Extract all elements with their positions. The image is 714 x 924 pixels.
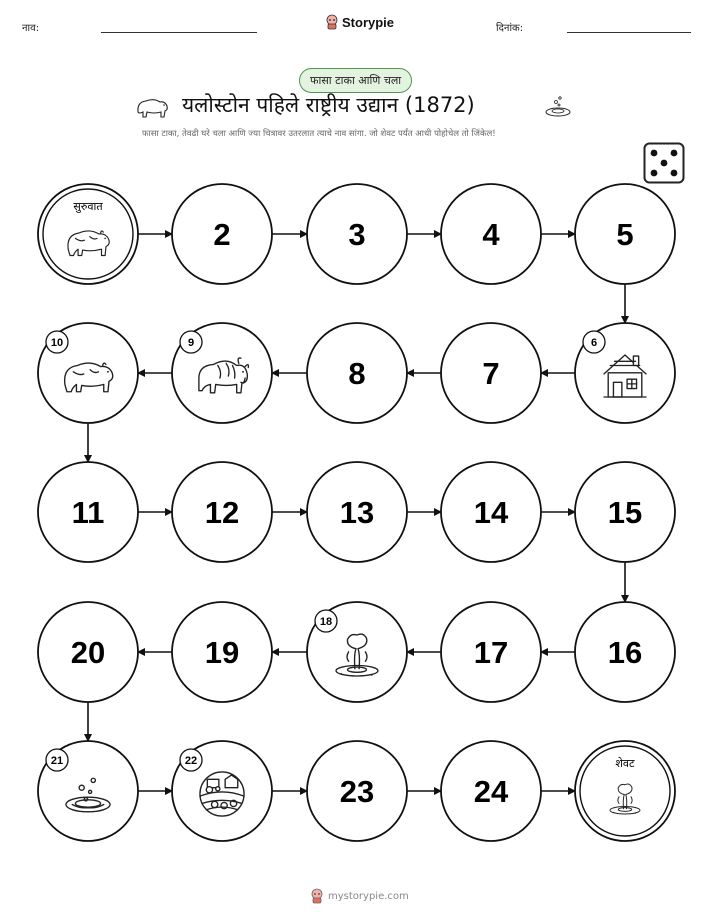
start-label: सुरुवात (73, 200, 103, 213)
board-space-5[interactable] (575, 184, 675, 284)
space-number: 23 (339, 774, 375, 809)
space-number-badge-text: 6 (590, 337, 598, 349)
board-space-12[interactable] (172, 462, 272, 562)
space-number: 15 (607, 495, 643, 530)
space-number: 16 (607, 635, 643, 670)
board-space-24[interactable] (441, 741, 541, 841)
space-number: 4 (482, 217, 500, 252)
board-space-3[interactable] (307, 184, 407, 284)
board-space-14[interactable] (441, 462, 541, 562)
brand-name: Storypie (342, 14, 395, 30)
space-number: 24 (473, 774, 509, 809)
storypie-mascot-icon (310, 888, 324, 904)
board-space-23[interactable] (307, 741, 407, 841)
game-type-badge: फासा टाका आणि चला (299, 68, 412, 93)
board-space-16[interactable] (575, 602, 675, 702)
space-number: 3 (348, 217, 366, 252)
board-space-10[interactable] (38, 323, 138, 423)
board-space-11[interactable] (38, 462, 138, 562)
space-number: 12 (204, 495, 240, 530)
board-space-18[interactable] (307, 602, 407, 702)
space-number: 8 (348, 356, 366, 391)
board-space-8[interactable] (307, 323, 407, 423)
footer-site[interactable]: mystorypie.com (328, 890, 409, 902)
space-number: 13 (339, 495, 375, 530)
board-space-20[interactable] (38, 602, 138, 702)
space-number-badge-text: 21 (50, 755, 64, 767)
board-space-9[interactable] (172, 323, 272, 423)
end-label: शेवट (615, 757, 635, 770)
page-title: यलोस्टोन पहिले राष्ट्रीय उद्यान (1872) (182, 93, 475, 117)
board-space-22[interactable] (172, 741, 272, 841)
board-space-7[interactable] (441, 323, 541, 423)
space-number: 14 (473, 495, 509, 530)
board-space-4[interactable] (441, 184, 541, 284)
board-space-21[interactable] (38, 741, 138, 841)
board-space-2[interactable] (172, 184, 272, 284)
space-number: 5 (616, 217, 634, 252)
farm-icon (200, 772, 244, 816)
space-number: 20 (70, 635, 106, 670)
space-number-badge-text: 22 (184, 755, 198, 767)
space-number-badge-text: 18 (319, 616, 333, 628)
date-label: दिनांक: (496, 23, 524, 34)
board-space-6[interactable] (575, 323, 675, 423)
instructions: फासा टाका, तेवढी घरे चला आणि ज्या चित्रावर उतरलात त्याचे नाव सांगा. जो शेवट पर्यंत आधी पोहोचेल तो जिंकेल! (142, 129, 496, 139)
space-number: 2 (213, 217, 231, 252)
board-space-17[interactable] (441, 602, 541, 702)
board-space-15[interactable] (575, 462, 675, 562)
space-number: 7 (482, 356, 500, 391)
space-number: 17 (473, 635, 509, 670)
name-label: नाव: (22, 23, 40, 34)
footer (310, 888, 409, 904)
space-number: 11 (71, 495, 105, 530)
end-space[interactable] (575, 741, 675, 841)
space-number-badge-text: 10 (50, 337, 64, 349)
board-space-19[interactable] (172, 602, 272, 702)
space-number-badge-text: 9 (187, 337, 195, 349)
space-number: 19 (204, 635, 240, 670)
start-space[interactable] (38, 184, 138, 284)
board-space-13[interactable] (307, 462, 407, 562)
